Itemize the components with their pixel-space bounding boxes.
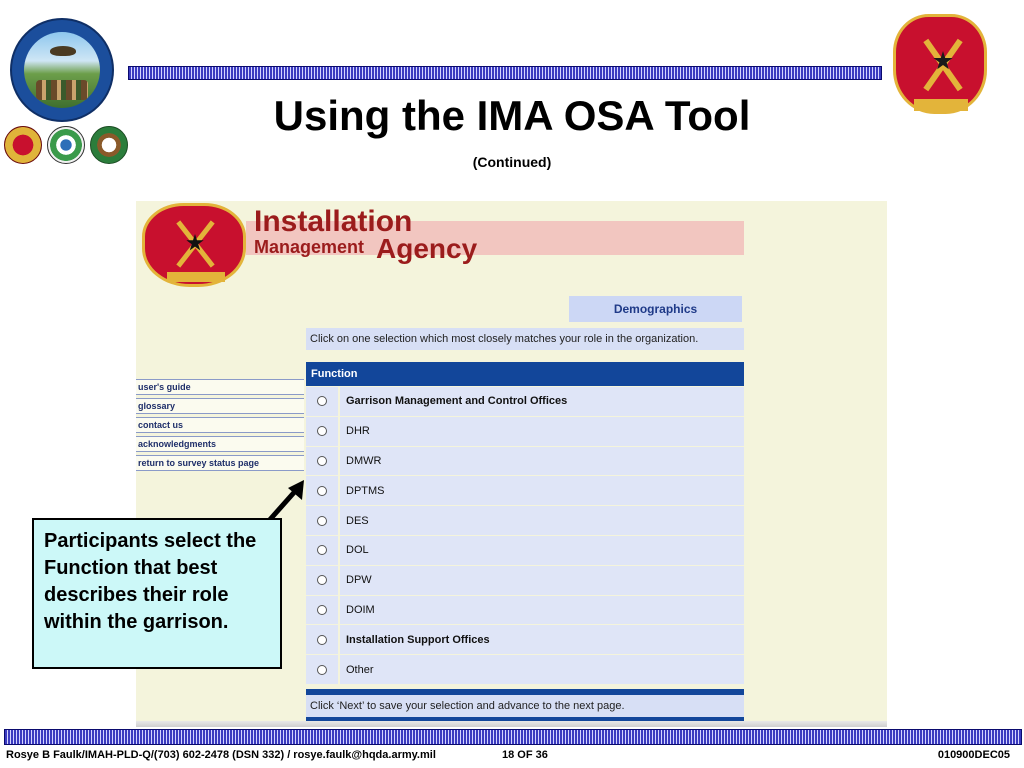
slide-title: Using the IMA OSA Tool [273,92,751,139]
sidebar-nav [136,379,304,474]
instruction-text: Click on one selection which most closely matches your role in the organization. [306,328,744,350]
footer-stripe [4,729,1022,745]
sidebar-item-users-guide[interactable]: user's guide [136,379,304,395]
option-label: DPW [340,566,744,595]
function-option-row[interactable] [306,417,744,447]
option-label: Other [340,655,744,684]
footer-page-number: 18 OF 36 [502,749,548,761]
function-table-header: Function [306,362,744,386]
option-label: DHR [340,417,744,446]
function-option-row[interactable] [306,387,744,417]
radio-button[interactable] [317,635,327,645]
sidebar-item-acknowledgments[interactable]: acknowledgments [136,436,304,452]
function-option-row[interactable] [306,566,744,596]
function-option-row[interactable] [306,476,744,506]
banner-title-agency: Agency [376,233,478,264]
header-stripe [128,66,882,80]
function-option-row[interactable] [306,536,744,566]
radio-button[interactable] [317,545,327,555]
option-label: DES [340,506,744,535]
sidebar-item-glossary[interactable]: glossary [136,398,304,414]
slide-subtitle: (Continued) [472,154,552,170]
function-option-row[interactable] [306,506,744,536]
radio-button[interactable] [317,665,327,675]
callout-box: Participants select the Function that best describes their role within the garrison. [32,518,282,669]
sidebar-item-return-to-survey[interactable]: return to survey status page [136,455,304,471]
function-option-row[interactable] [306,625,744,655]
radio-button[interactable] [317,396,327,406]
option-label: Garrison Management and Control Offices [340,387,744,416]
option-label: Installation Support Offices [340,625,744,654]
radio-button[interactable] [317,605,327,615]
footer-contact: Rosye B Faulk/IMAH-PLD-Q/(703) 602-2478 (DSN 332) / rosye.faulk@hqda.army.mil [6,749,436,761]
option-label: DOIM [340,596,744,625]
option-label: DPTMS [340,476,744,505]
tab-demographics[interactable]: Demographics [569,296,742,322]
sidebar-item-contact-us[interactable]: contact us [136,417,304,433]
option-label: DMWR [340,447,744,476]
function-options [306,387,744,685]
function-option-row[interactable] [306,447,744,477]
horizontal-scrollbar[interactable] [136,721,887,727]
function-option-row[interactable] [306,655,744,685]
banner-crest-icon [142,203,246,287]
radio-button[interactable] [317,426,327,436]
radio-button[interactable] [317,456,327,466]
function-option-row[interactable] [306,596,744,626]
footer-doc-id: 010900DEC05 [937,749,1010,761]
radio-button[interactable] [317,575,327,585]
next-instruction-text: Click ‘Next’ to save your selection and advance to the next page. [306,695,744,717]
banner-title-management: Management [254,237,365,257]
banner-title-installation: Installation [254,205,413,238]
option-label: DOL [340,536,744,565]
